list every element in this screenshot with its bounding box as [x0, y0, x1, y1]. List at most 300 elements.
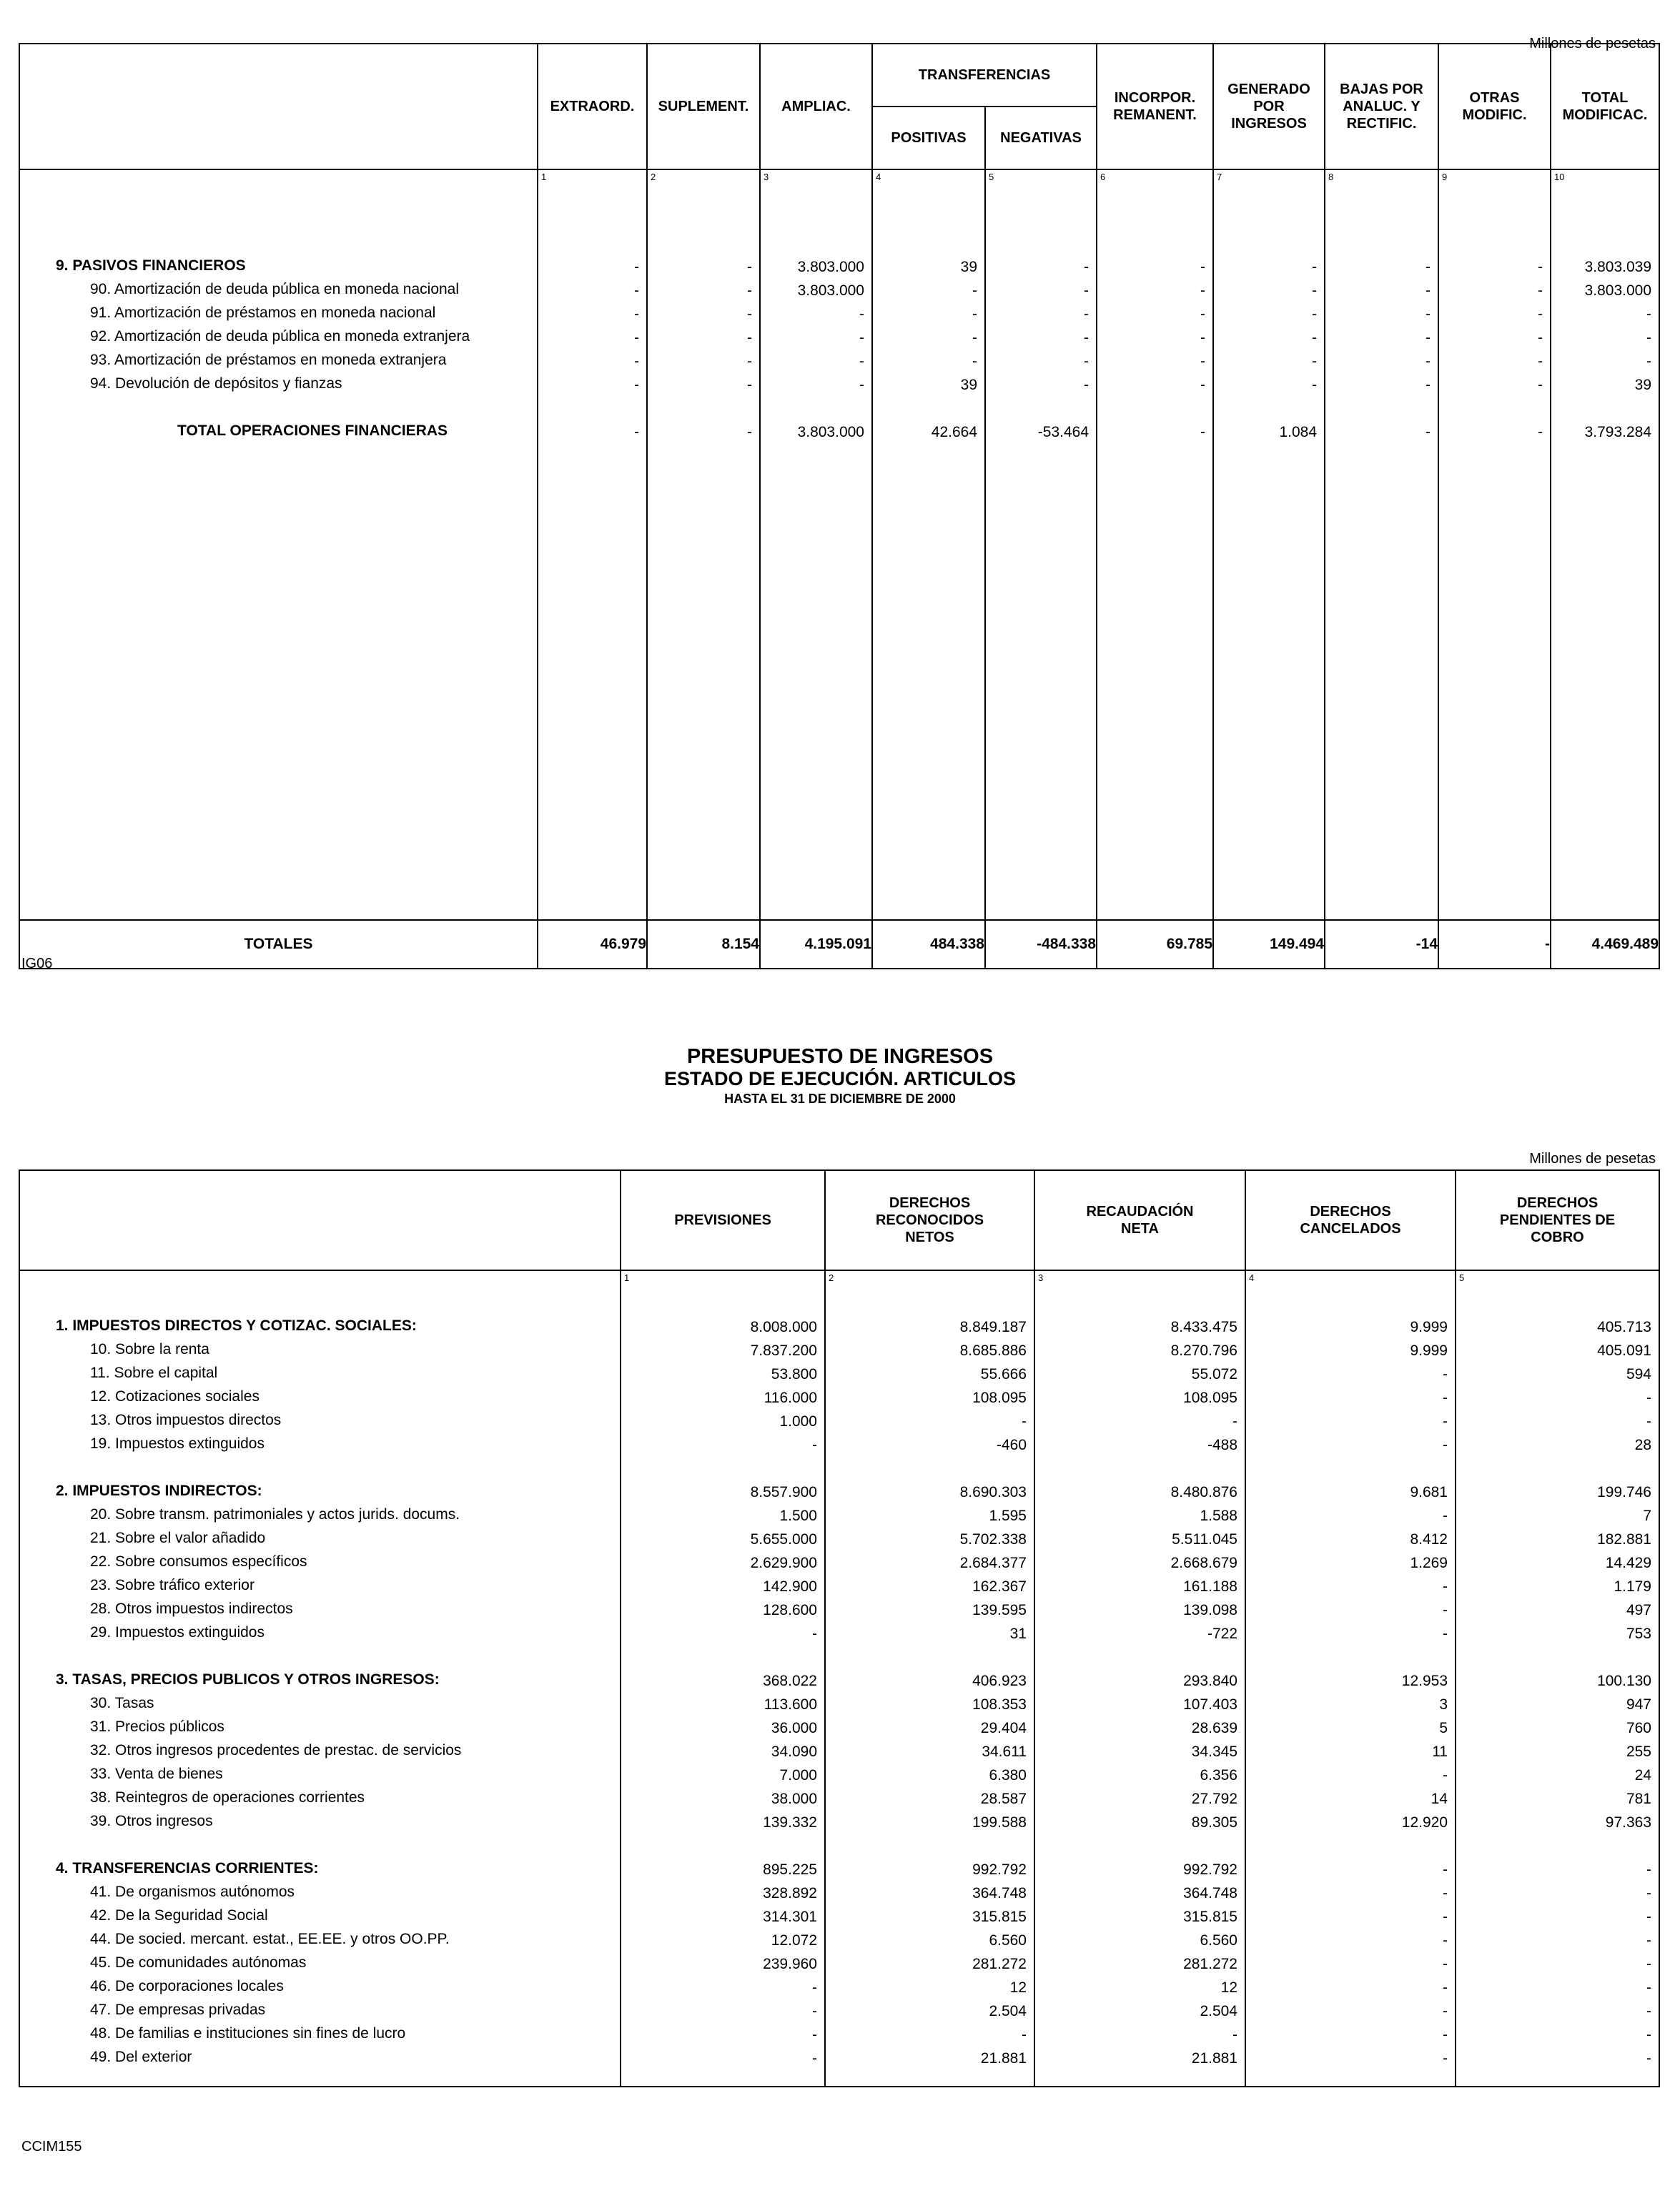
row-value: 315.815: [1183, 1909, 1237, 1925]
row-label: 3. TASAS, PRECIOS PUBLICOS Y OTROS INGRESOS:: [56, 1671, 440, 1688]
row-value: 992.792: [1183, 1861, 1237, 1878]
row-label: 31. Precios públicos: [90, 1718, 224, 1735]
row-value: -: [1646, 2003, 1651, 2019]
top-colnum-5: 5: [989, 172, 994, 182]
totals-value: 8.154: [647, 920, 760, 969]
header-suplement: SUPLEMENT.: [647, 44, 760, 169]
row-value: 6.356: [1200, 1767, 1237, 1784]
row-label: 33. Venta de bienes: [90, 1766, 223, 1782]
row-value: 406.923: [972, 1673, 1027, 1689]
row-value: -: [1425, 377, 1431, 393]
row-value: 8.557.900: [750, 1484, 817, 1500]
row-value: -: [634, 282, 639, 299]
row-value: -: [1200, 424, 1206, 440]
row-value: [621, 1834, 824, 1858]
row-spacer: [56, 395, 537, 419]
row-value: -: [1646, 1932, 1651, 1949]
row-value: 108.095: [972, 1390, 1027, 1406]
row-value: -: [1232, 1413, 1237, 1430]
row-value: 281.272: [1183, 1956, 1237, 1972]
bottom-header-blank: [19, 1170, 621, 1270]
row-value: -: [1443, 1956, 1448, 1972]
row-value: 6.380: [989, 1767, 1027, 1784]
top-colnum-1: 1: [541, 172, 547, 182]
row-value: 39: [1634, 377, 1652, 393]
header-ampliac: AMPLIAC.: [760, 44, 872, 169]
row-value: 364.748: [1183, 1885, 1237, 1901]
row-value: -: [1443, 2003, 1448, 2019]
row-value: [826, 1834, 1034, 1858]
totals-row: [19, 920, 1659, 969]
row-value: [1035, 1457, 1245, 1480]
row-value: -: [1425, 330, 1431, 346]
row-value: -: [1200, 259, 1206, 275]
row-value: 314.301: [763, 1909, 817, 1925]
totals-value: -484.338: [985, 920, 1097, 969]
row-value: 97.363: [1605, 1814, 1651, 1831]
top-units-label: Millones de pesetas: [1529, 36, 1656, 51]
row-value: -: [1646, 1413, 1651, 1430]
row-value: 368.022: [763, 1673, 817, 1689]
row-value: -: [1312, 282, 1318, 299]
row-value: 38.000: [771, 1791, 817, 1807]
row-value: 255: [1626, 1744, 1651, 1760]
row-value: 28.587: [980, 1791, 1027, 1807]
row-label: 38. Reintegros de operaciones corrientes: [90, 1789, 365, 1806]
bottom-title-date: HASTA EL 31 DE DICIEMBRE DE 2000: [724, 1092, 956, 1106]
row-value: 36.000: [771, 1720, 817, 1736]
row-value: 293.840: [1183, 1673, 1237, 1689]
row-value: 12: [1220, 1979, 1237, 1996]
row-value: 9.999: [1410, 1319, 1448, 1335]
row-label: 10. Sobre la renta: [90, 1341, 209, 1357]
row-value: 182.881: [1597, 1531, 1651, 1548]
row-value: 2.504: [989, 2003, 1027, 2019]
bottom-colnum-2: 2: [829, 1272, 834, 1283]
totals-value: 46.979: [538, 920, 647, 969]
row-value: 2.504: [1200, 2003, 1237, 2019]
row-value: 2.684.377: [959, 1555, 1027, 1571]
row-value: 2.668.679: [1170, 1555, 1237, 1571]
row-value: -: [1443, 1885, 1448, 1901]
row-label: 2. IMPUESTOS INDIRECTOS:: [56, 1483, 262, 1499]
bottom-income-table: [19, 1169, 1660, 2087]
row-label: 41. De organismos autónomos: [90, 1884, 295, 1900]
row-value: 113.600: [764, 1696, 817, 1713]
row-value: 31: [1009, 1626, 1027, 1642]
row-value: [1456, 1646, 1659, 1669]
row-value: -: [1646, 2027, 1651, 2043]
row-value: [1035, 1834, 1245, 1858]
top-header-blank: [19, 44, 538, 169]
row-value: -: [859, 330, 864, 346]
row-value: 162.367: [972, 1578, 1027, 1595]
row-value: [538, 397, 646, 420]
row-value: 27.792: [1191, 1791, 1237, 1807]
bottom-footer-code: CCIM155: [21, 2139, 82, 2155]
row-value: -: [1425, 259, 1431, 275]
row-value: 142.900: [763, 1578, 817, 1595]
row-value: 8.008.000: [750, 1319, 817, 1335]
header-otras: OTRAS MODIFIC.: [1438, 44, 1551, 169]
row-value: -: [859, 306, 864, 322]
row-value: -: [812, 2003, 817, 2019]
row-value: -: [1646, 1979, 1651, 1996]
row-label: 42. De la Seguridad Social: [90, 1907, 268, 1924]
row-value: -: [1312, 259, 1318, 275]
row-label: 1. IMPUESTOS DIRECTOS Y COTIZAC. SOCIALES:: [56, 1317, 417, 1334]
row-label: 28. Otros impuestos indirectos: [90, 1601, 293, 1617]
row-value: -: [1084, 259, 1089, 275]
row-value: 7.000: [779, 1767, 817, 1784]
row-value: 107.403: [1183, 1696, 1237, 1713]
row-label: 4. TRANSFERENCIAS CORRIENTES:: [56, 1860, 319, 1876]
row-value: -: [1443, 1979, 1448, 1996]
row-value: 199.746: [1597, 1484, 1651, 1500]
row-value: 128.600: [763, 1602, 817, 1618]
row-value: -: [1443, 1413, 1448, 1430]
row-label: 94. Devolución de depósitos y fianzas: [90, 375, 342, 392]
row-value: [1246, 1646, 1455, 1669]
row-value: -488: [1207, 1437, 1237, 1453]
row-value: [1214, 397, 1324, 420]
row-value: -: [1443, 1932, 1448, 1949]
row-value: -: [1443, 1602, 1448, 1618]
totals-value: -: [1438, 920, 1551, 969]
row-label: 48. De familias e instituciones sin fines de lucro: [90, 2025, 406, 2042]
row-label: 21. Sobre el valor añadido: [90, 1530, 266, 1546]
row-value: -: [1312, 306, 1318, 322]
row-value: -: [1443, 1366, 1448, 1383]
row-value: -: [1443, 2027, 1448, 2043]
row-value: -: [1646, 306, 1652, 322]
row-value: 28.639: [1191, 1720, 1237, 1736]
row-spacer: [56, 1833, 620, 1856]
row-value: 3.803.000: [797, 259, 864, 275]
row-value: -: [812, 1626, 817, 1642]
row-value: -: [1425, 353, 1431, 370]
row-value: [1456, 1457, 1659, 1480]
row-value: -: [972, 306, 977, 322]
row-value: 139.332: [763, 1814, 817, 1831]
row-value: [1439, 397, 1550, 420]
totals-value: 69.785: [1097, 920, 1213, 969]
row-value: -: [1538, 353, 1543, 370]
row-value: 3.803.039: [1584, 259, 1652, 275]
top-colnum-9: 9: [1442, 172, 1448, 182]
row-value: -: [1646, 1956, 1651, 1972]
row-value: -: [1646, 330, 1652, 346]
row-value: 364.748: [972, 1885, 1027, 1901]
row-value: 8.849.187: [959, 1319, 1027, 1335]
row-value: 3.803.000: [1584, 282, 1652, 299]
row-value: -: [812, 2027, 817, 2043]
row-value: -: [1443, 1626, 1448, 1642]
row-value: -: [1200, 353, 1206, 370]
row-value: 895.225: [763, 1861, 817, 1878]
row-value: -: [1200, 306, 1206, 322]
row-value: -: [1443, 1767, 1448, 1784]
row-value: 34.090: [771, 1744, 817, 1760]
row-label: 12. Cotizaciones sociales: [90, 1388, 260, 1405]
row-value: 108.353: [972, 1696, 1027, 1713]
row-label: 39. Otros ingresos: [90, 1813, 213, 1829]
top-footer-code: IG06: [21, 956, 53, 971]
row-value: -: [972, 330, 977, 346]
row-value: -460: [996, 1437, 1027, 1453]
row-value: -: [1646, 1861, 1651, 1878]
row-label: 20. Sobre transm. patrimoniales y actos jurids. docums.: [90, 1506, 460, 1523]
row-label: 29. Impuestos extinguidos: [90, 1624, 265, 1641]
row-value: 39: [960, 259, 977, 275]
row-value: 1.588: [1200, 1508, 1237, 1524]
row-value: 14: [1431, 1791, 1448, 1807]
row-value: -: [1443, 1578, 1448, 1595]
row-value: -: [634, 306, 639, 322]
row-value: -: [747, 353, 752, 370]
row-value: [761, 397, 871, 420]
row-value: -: [859, 353, 864, 370]
row-value: -: [747, 306, 752, 322]
row-label: 22. Sobre consumos específicos: [90, 1553, 307, 1570]
header-incorpor: INCORPOR. REMANENT.: [1097, 44, 1213, 169]
row-value: 139.098: [1183, 1602, 1237, 1618]
row-value: 8.433.475: [1170, 1319, 1237, 1335]
row-spacer: [56, 1644, 620, 1668]
row-value: 6.560: [1200, 1932, 1237, 1949]
row-value: -: [1022, 1413, 1027, 1430]
row-value: 405.713: [1597, 1319, 1651, 1335]
row-value: 760: [1626, 1720, 1651, 1736]
header-cancelados: DERECHOS CANCELADOS: [1245, 1170, 1456, 1270]
row-label: 19. Impuestos extinguidos: [90, 1435, 265, 1452]
row-value: -: [1425, 424, 1431, 440]
top-colnum-6: 6: [1100, 172, 1106, 182]
bottom-colnum-1: 1: [624, 1272, 630, 1283]
row-value: [873, 397, 984, 420]
row-value: -: [1084, 282, 1089, 299]
row-value: 1.269: [1410, 1555, 1448, 1571]
row-label: 92. Amortización de deuda pública en moneda extranjera: [90, 328, 470, 345]
totals-value: 149.494: [1213, 920, 1325, 969]
row-value: 3: [1439, 1696, 1448, 1713]
row-value: -: [1443, 1909, 1448, 1925]
row-value: -: [1232, 2027, 1237, 2043]
row-value: 239.960: [763, 1956, 817, 1972]
row-value: 8.412: [1410, 1531, 1448, 1548]
row-value: 14.429: [1605, 1555, 1651, 1571]
row-value: 12: [1009, 1979, 1027, 1996]
row-value: -: [747, 424, 752, 440]
row-value: 5.702.338: [959, 1531, 1027, 1548]
row-value: [1246, 1457, 1455, 1480]
row-value: -: [1646, 2050, 1651, 2067]
row-value: -: [1538, 259, 1543, 275]
header-transferencias: TRANSFERENCIAS: [872, 44, 1097, 107]
header-extraord: EXTRAORD.: [538, 44, 647, 169]
row-value: 12.920: [1401, 1814, 1448, 1831]
row-value: -: [634, 424, 639, 440]
row-value: 781: [1626, 1791, 1651, 1807]
top-colnum-8: 8: [1328, 172, 1334, 182]
row-label: 90. Amortización de deuda pública en moneda nacional: [90, 281, 460, 297]
bottom-label-column: [19, 1270, 621, 2087]
row-value: 100.130: [1597, 1673, 1651, 1689]
row-value: -: [1425, 282, 1431, 299]
row-value: [621, 1457, 824, 1480]
row-value: -: [1443, 1508, 1448, 1524]
row-value: [826, 1646, 1034, 1669]
row-value: 42.664: [931, 424, 977, 440]
header-pendientes: DERECHOS PENDIENTES DE COBRO: [1456, 1170, 1659, 1270]
row-value: -: [1443, 1437, 1448, 1453]
row-spacer: [56, 1455, 620, 1479]
row-value: -: [1443, 1390, 1448, 1406]
row-value: -: [1084, 377, 1089, 393]
row-value: 29.404: [980, 1720, 1027, 1736]
top-colnum-10: 10: [1554, 172, 1565, 182]
row-value: -: [1200, 330, 1206, 346]
totals-value: 4.469.489: [1551, 920, 1659, 969]
row-value: 3.793.284: [1584, 424, 1652, 440]
row-value: 55.072: [1191, 1366, 1237, 1383]
totals-value: 4.195.091: [760, 920, 872, 969]
row-value: 3.803.000: [797, 424, 864, 440]
row-value: 116.000: [764, 1390, 817, 1406]
row-value: 594: [1626, 1366, 1651, 1383]
row-value: -: [1443, 2050, 1448, 2067]
row-value: 39: [960, 377, 977, 393]
row-value: -: [1425, 306, 1431, 322]
row-label: 45. De comunidades autónomas: [90, 1954, 307, 1971]
row-value: 5: [1439, 1720, 1448, 1736]
row-label: 11. Sobre el capital: [90, 1365, 218, 1381]
bottom-title-main: PRESUPUESTO DE INGRESOS: [686, 1045, 994, 1068]
top-label-column: [19, 169, 538, 920]
header-derechos-reconocidos: DERECHOS RECONOCIDOS NETOS: [825, 1170, 1034, 1270]
row-value: 139.595: [972, 1602, 1027, 1618]
row-value: -: [1538, 306, 1543, 322]
totals-value: -14: [1325, 920, 1438, 969]
row-value: -: [1538, 424, 1543, 440]
row-value: 281.272: [972, 1956, 1027, 1972]
row-value: -: [1443, 1861, 1448, 1878]
top-colnum-4: 4: [876, 172, 881, 182]
row-value: 9.681: [1410, 1484, 1448, 1500]
row-value: -: [1084, 353, 1089, 370]
row-value: 53.800: [771, 1366, 817, 1383]
row-value: -: [1538, 282, 1543, 299]
totals-value: 484.338: [872, 920, 985, 969]
row-value: 2.629.900: [750, 1555, 817, 1571]
row-value: [621, 1646, 824, 1669]
header-recaudacion: RECAUDACIÓN NETA: [1034, 1170, 1245, 1270]
row-value: [1456, 1834, 1659, 1858]
row-value: -: [747, 282, 752, 299]
row-value: -: [1022, 2027, 1027, 2043]
row-value: 199.588: [972, 1814, 1027, 1831]
row-value: 1.179: [1614, 1578, 1651, 1595]
row-value: -: [1646, 1909, 1651, 1925]
row-label: 93. Amortización de préstamos en moneda extranjera: [90, 352, 447, 368]
row-value: -: [972, 353, 977, 370]
row-value: -722: [1207, 1626, 1237, 1642]
row-label: 30. Tasas: [90, 1695, 154, 1711]
bottom-title-sub: ESTADO DE EJECUCIÓN. ARTICULOS: [663, 1068, 1017, 1089]
top-colnum-3: 3: [764, 172, 769, 182]
row-value: 7: [1643, 1508, 1651, 1524]
row-value: 5.511.045: [1172, 1531, 1237, 1548]
row-value: -: [812, 1979, 817, 1996]
row-value: [1097, 397, 1212, 420]
row-value: [1551, 397, 1659, 420]
row-value: [648, 397, 759, 420]
row-label: 46. De corporaciones locales: [90, 1978, 284, 1994]
row-value: 28: [1634, 1437, 1651, 1453]
header-total: TOTAL MODIFICAC.: [1551, 44, 1659, 169]
row-value: 992.792: [972, 1861, 1027, 1878]
row-value: -: [1084, 330, 1089, 346]
row-value: 21.881: [1191, 2050, 1237, 2067]
row-value: 3.803.000: [797, 282, 864, 299]
header-generado: GENERADO POR INGRESOS: [1213, 44, 1325, 169]
row-value: [826, 1457, 1034, 1480]
row-value: 24: [1634, 1767, 1651, 1784]
row-value: [1325, 397, 1438, 420]
row-value: -: [859, 377, 864, 393]
row-value: 21.881: [980, 2050, 1027, 2067]
row-value: 8.480.876: [1170, 1484, 1237, 1500]
row-value: 5.655.000: [750, 1531, 817, 1548]
row-value: 11: [1432, 1744, 1448, 1760]
row-label: 44. De socied. mercant. estat., EE.EE. y otros OO.PP.: [90, 1931, 450, 1947]
row-value: 8.270.796: [1170, 1342, 1237, 1359]
bottom-colnum-4: 4: [1249, 1272, 1255, 1283]
bottom-units-label: Millones de pesetas: [1529, 1151, 1656, 1167]
row-value: 405.091: [1597, 1342, 1651, 1359]
bottom-colnum-5: 5: [1459, 1272, 1465, 1283]
row-value: -: [1312, 353, 1318, 370]
totals-label: TOTALES: [19, 920, 538, 969]
top-modifications-table: [19, 43, 1660, 969]
row-value: 55.666: [980, 1366, 1027, 1383]
row-value: 89.305: [1191, 1814, 1237, 1831]
header-positivas: POSITIVAS: [872, 107, 985, 169]
row-value: -: [747, 377, 752, 393]
row-value: -: [1312, 377, 1318, 393]
row-value: 6.560: [989, 1932, 1027, 1949]
row-value: -: [747, 259, 752, 275]
row-value: -: [1200, 377, 1206, 393]
row-value: -: [634, 353, 639, 370]
row-value: -: [634, 259, 639, 275]
row-value: -: [972, 282, 977, 299]
row-value: 34.611: [982, 1744, 1027, 1760]
row-value: -: [812, 2050, 817, 2067]
row-label: 49. Del exterior: [90, 2049, 192, 2065]
row-value: -53.464: [1037, 424, 1089, 440]
row-value: 12.072: [771, 1932, 817, 1949]
row-value: 9.999: [1410, 1342, 1448, 1359]
row-value: 8.685.886: [959, 1342, 1027, 1359]
row-value: -: [1646, 1885, 1651, 1901]
row-label: 32. Otros ingresos procedentes de prestac. de servicios: [90, 1742, 462, 1759]
row-value: 947: [1626, 1696, 1651, 1713]
row-value: 12.953: [1401, 1673, 1448, 1689]
row-label: 91. Amortización de préstamos en moneda nacional: [90, 305, 436, 321]
bottom-colnum-3: 3: [1038, 1272, 1044, 1283]
row-value: 1.595: [989, 1508, 1027, 1524]
